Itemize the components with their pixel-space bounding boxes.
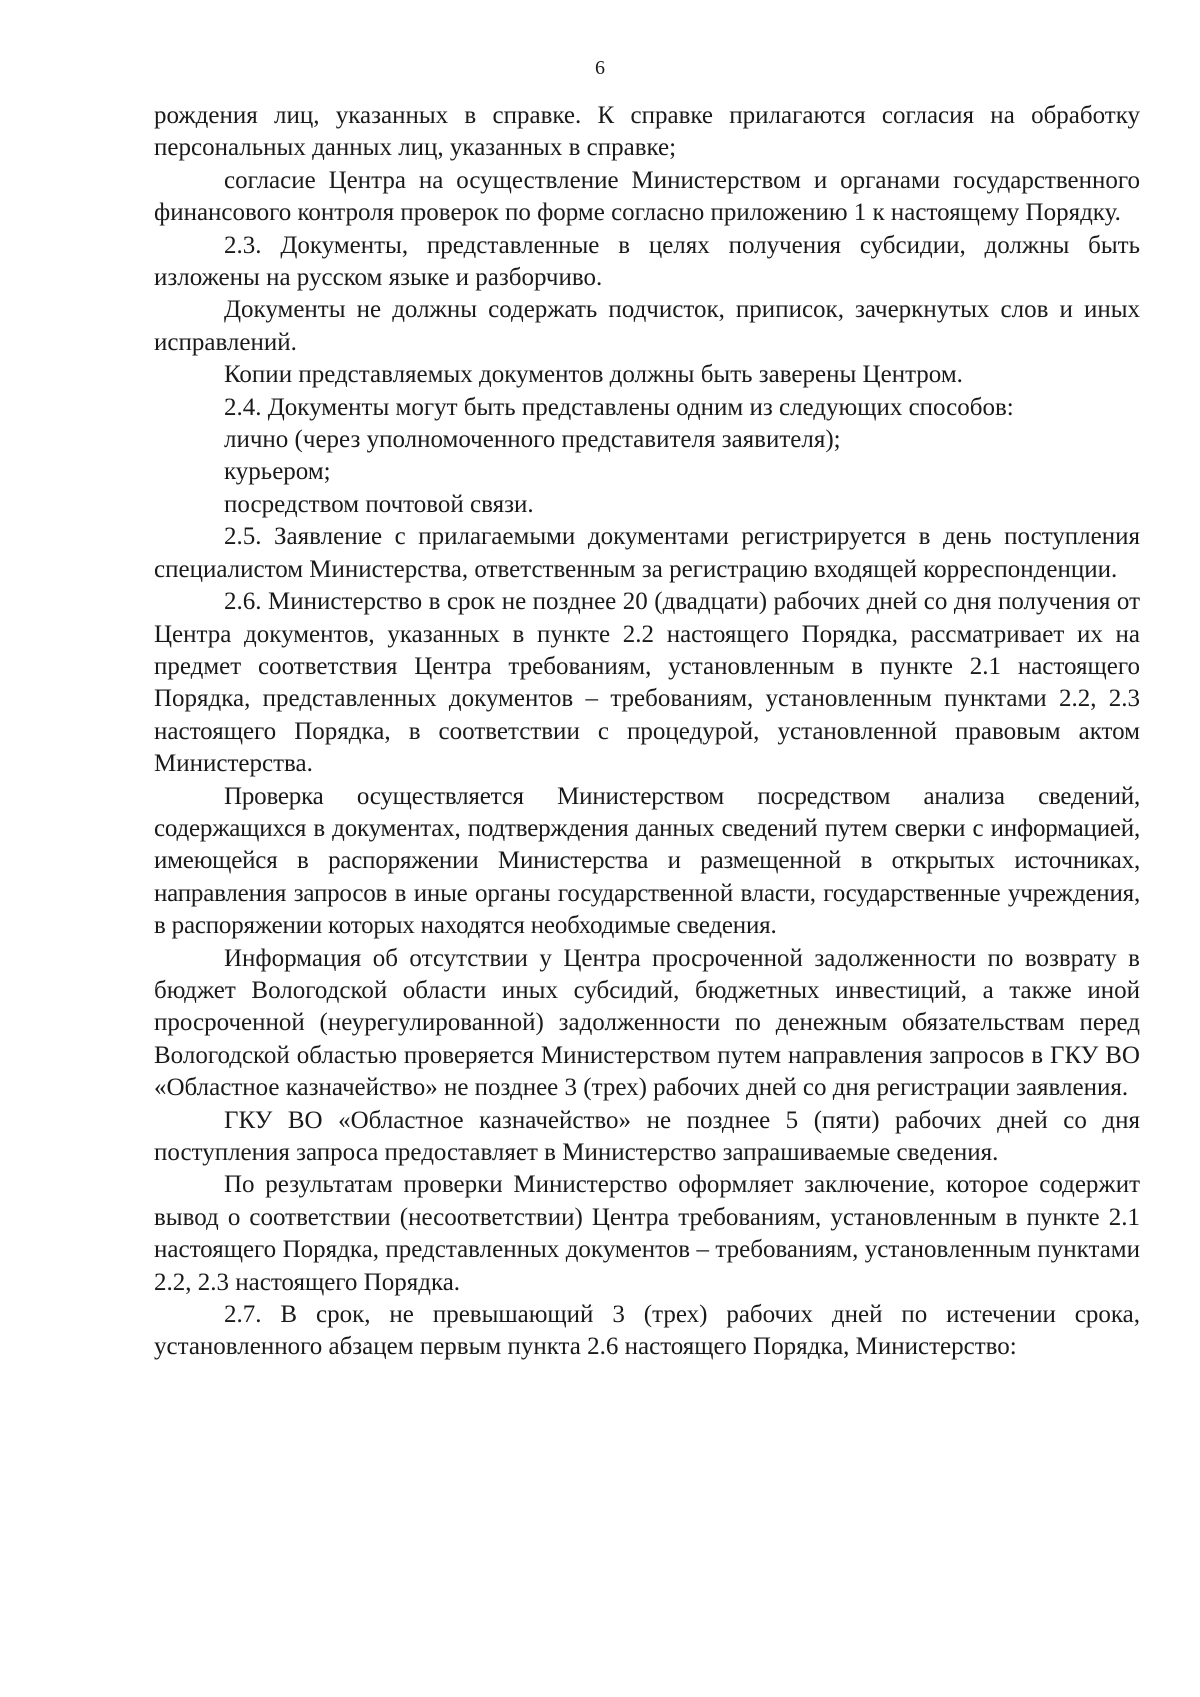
page-number: 6 bbox=[595, 57, 605, 79]
paragraph-2-7: 2.7. В срок, не превышающий 3 (трех) рабочих дней по истечении срока, установленного абзацем первым пункта 2.6 настоящего Порядка, Министерство: bbox=[154, 1301, 1140, 1361]
paragraph-copies-certified: Копии представляемых документов должны быть заверены Центром. bbox=[224, 361, 963, 389]
list-item-postal: посредством почтовой связи. bbox=[224, 490, 534, 518]
list-item-in-person: лично (через уполномоченного представителя заявителя); bbox=[224, 426, 841, 454]
paragraph-conclusion: По результатам проверки Министерство оформляет заключение, которое содержит вывод о соответствии (несоответствии) Центра требованиям, установленным в пункте 2.1 настоящего Порядка, представленных документов – требованиям, установленным пунктами 2.2, 2.3 настоящего Порядка. bbox=[154, 1171, 1140, 1296]
paragraph-verification: Проверка осуществляется Министерством посредством анализа сведений, содержащихся в документах, подтверждения данных сведений путем сверки с информацией, имеющейся в распоряжении Министерства и размещенной в открытых источниках, направления запросов в иные органы государственной власти, государственные учреждения, в распоряжении которых находятся необходимые сведения. bbox=[154, 782, 1140, 940]
list-item-courier: курьером; bbox=[224, 458, 331, 486]
paragraph-2-4: 2.4. Документы могут быть представлены одним из следующих способов: bbox=[224, 393, 1014, 421]
paragraph-no-corrections: Документы не должны содержать подчисток, приписок, зачеркнутых слов и иных исправлений. bbox=[154, 296, 1140, 356]
paragraph-center-consent: согласие Центра на осуществление Министерством и органами государственного финансового контроля проверок по форме согласно приложению 1 к настоящему Порядку. bbox=[154, 166, 1140, 227]
paragraph-2-6: 2.6. Министерство в срок не позднее 20 (двадцати) рабочих дней со дня получения от Центра документов, указанных в пункте 2.2 настоящего Порядка, рассматривает их на предмет соответствия Центра требованиям, установленным в пункте 2.1 настоящего Порядка, представленных документов – требованиям, установленным пунктами 2.2, 2.3 настоящего Порядка, в соответствии с процедурой, установленной правовым актом Министерства. bbox=[154, 588, 1140, 778]
paragraph-continuation-consent: рождения лиц, указанных в справке. К справке прилагаются согласия на обработку персональных данных лиц, указанных в справке; bbox=[154, 102, 1140, 162]
paragraph-treasury-response: ГКУ ВО «Областное казначейство» не позднее 5 (пяти) рабочих дней со дня поступления запроса предоставляет в Министерство запрашиваемые сведения. bbox=[154, 1106, 1140, 1166]
paragraph-2-5: 2.5. Заявление с прилагаемыми документами регистрируется в день поступления специалистом Министерства, ответственным за регистрацию входящей корреспонденции. bbox=[154, 523, 1140, 583]
document-body bbox=[154, 100, 1140, 1364]
paragraph-2-3: 2.3. Документы, представленные в целях получения субсидии, должны быть изложены на русском языке и разборчиво. bbox=[154, 231, 1140, 292]
paragraph-debt-information: Информация об отсутствии у Центра просроченной задолженности по возврату в бюджет Вологодской области иных субсидий, бюджетных инвестиций, а также иной просроченной (неурегулированной) задолженности по денежным обязательствам перед Вологодской областью проверяется Министерством путем направления запросов в ГКУ ВО «Областное казначейство» не позднее 3 (трех) рабочих дней со дня регистрации заявления. bbox=[154, 944, 1140, 1102]
